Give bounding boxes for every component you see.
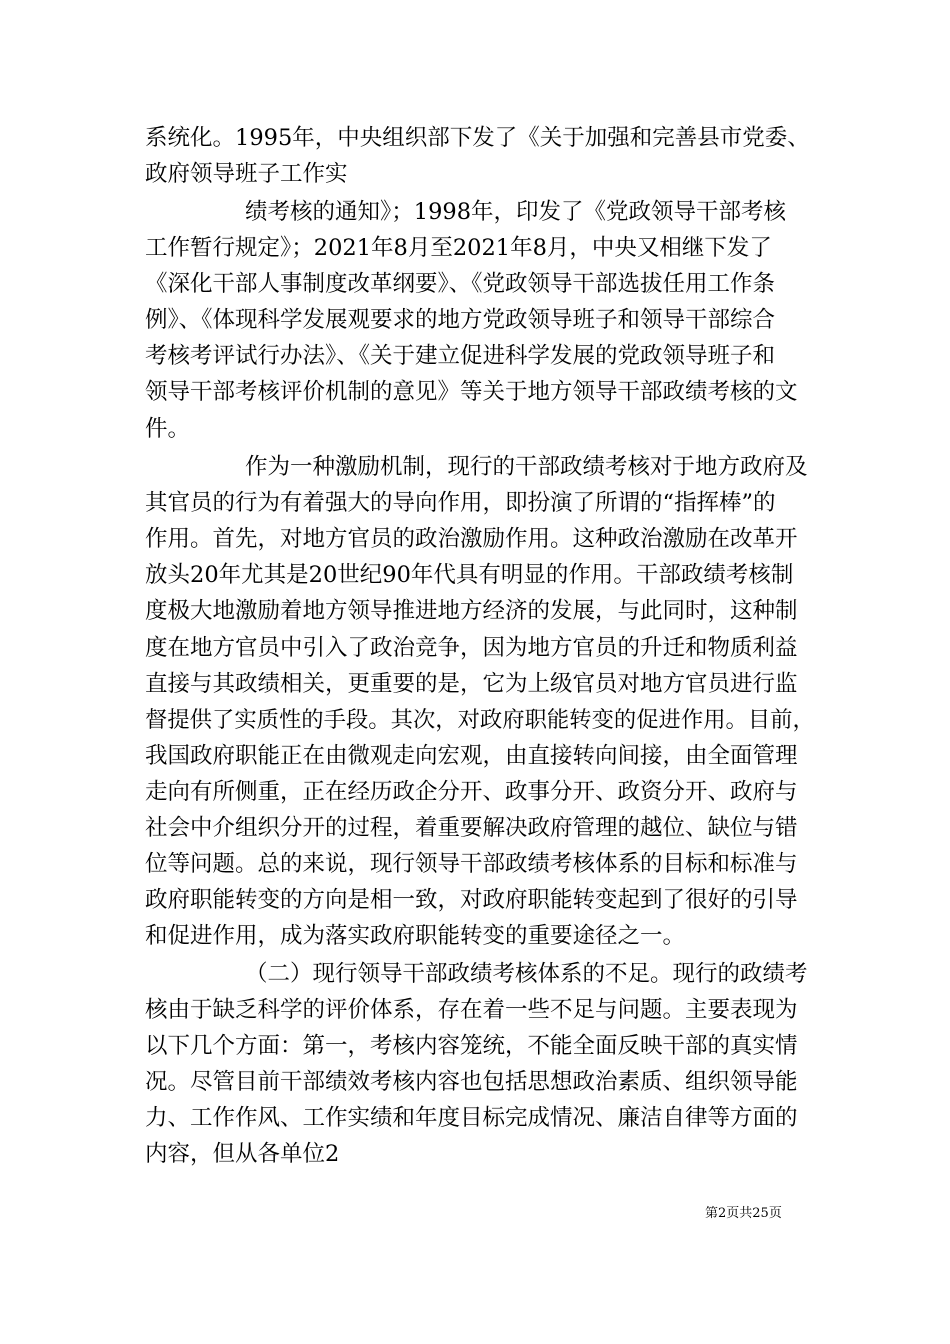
text-line: 内容，但从各单位2 [145,1141,340,1167]
text-line: 绩考核的通知》；1998年，印发了《党政领导干部考核 [245,199,787,225]
text-line: 领导干部考核评价机制的意见》等关于地方领导干部政绩考核的文 [145,379,798,405]
text-line: 我国政府职能正在由微观走向宏观，由直接转向间接，由全面管理 [145,743,798,769]
text-line: 系统化。1995年，中央组织部下发了《关于加强和完善县市党委、 [145,125,810,151]
text-line: 《深化干部人事制度改革纲要》、《党政领导干部选拔任用工作条 [145,271,776,297]
text-line: 度极大地激励着地方领导推进地方经济的发展，与此同时，这种制 [145,598,798,624]
text-line: 政府职能转变的方向是相一致，对政府职能转变起到了很好的引导 [145,887,798,913]
text-line: 直接与其政绩相关，更重要的是，它为上级官员对地方官员进行监 [145,671,798,697]
text-line: 以下几个方面：第一，考核内容笼统，不能全面反映干部的真实情 [145,1033,798,1059]
text-line: 力、工作作风、工作实绩和年度目标完成情况、廉洁自律等方面的 [145,1105,798,1131]
page-number-footer: 第2页共25页 [705,1206,782,1221]
text-line: 其官员的行为有着强大的导向作用，即扮演了所谓的“指挥棒”的 [145,490,776,516]
text-line: 度在地方官员中引入了政治竞争，因为地方官员的升迁和物质利益 [145,635,798,661]
text-line: 核由于缺乏科学的评价体系，存在着一些不足与问题。主要表现为 [145,997,798,1023]
text-line: 走向有所侧重，正在经历政企分开、政事分开、政资分开、政府与 [145,779,798,805]
text-line: 作为一种激励机制，现行的干部政绩考核对于地方政府及 [245,454,808,480]
text-line: 社会中介组织分开的过程，着重要解决政府管理的越位、缺位与错 [145,815,798,841]
text-line: 和促进作用，成为落实政府职能转变的重要途径之一。 [145,923,686,949]
text-line: 况。尽管目前干部绩效考核内容也包括思想政治素质、组织领导能 [145,1069,798,1095]
text-line: 督提供了实质性的手段。其次，对政府职能转变的促进作用。目前， [145,707,815,733]
text-line: 件。 [145,416,191,442]
text-line: 位等问题。总的来说，现行领导干部政绩考核体系的目标和标准与 [145,851,798,877]
text-line: 例》、《体现科学发展观要求的地方党政领导班子和领导干部综合 [145,307,776,333]
text-line: 政府领导班子工作实 [145,161,348,187]
text-line: 考核考评试行办法》、《关于建立促进科学发展的党政领导班子和 [145,343,776,369]
text-line: 工作暂行规定》；2021年8月至2021年8月，中央又相继下发了 [145,235,772,261]
text-line: 作用。首先，对地方官员的政治激励作用。这种政治激励在改革开 [145,526,798,552]
text-line: 放头20年尤其是20世纪90年代具有明显的作用。干部政绩考核制 [145,562,794,588]
text-line: （二）现行领导干部政绩考核体系的不足。现行的政绩考 [245,961,808,987]
